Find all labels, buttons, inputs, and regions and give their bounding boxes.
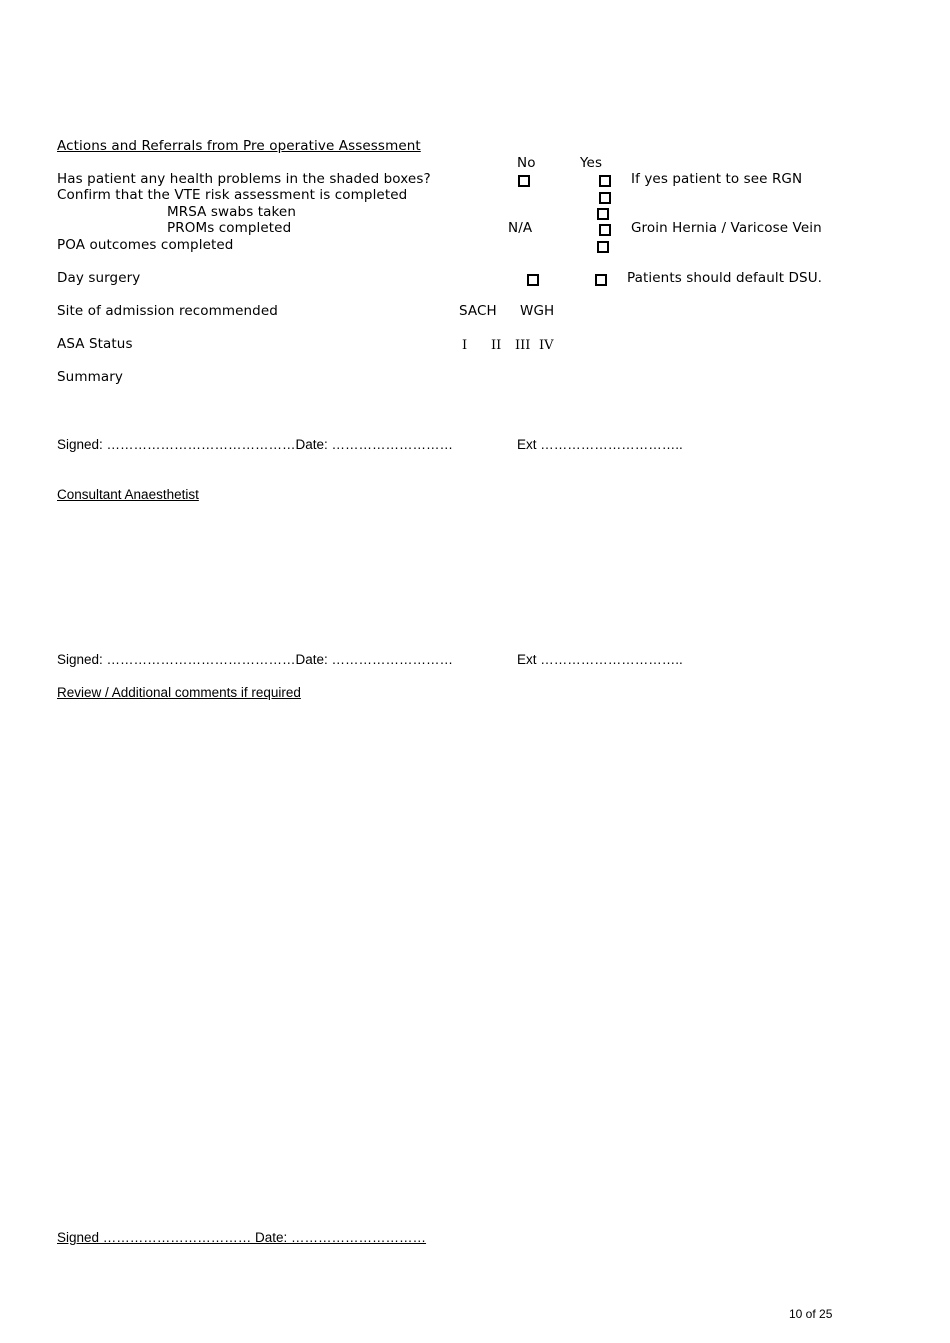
day-surgery-no-checkbox[interactable]	[527, 274, 539, 286]
col-header-yes: Yes	[580, 155, 603, 171]
question-proms: PROMs completed	[167, 220, 292, 236]
site-admission-label: Site of admission recommended	[57, 303, 278, 319]
health-note: If yes patient to see RGN	[631, 171, 803, 187]
proms-na-label: N/A	[508, 220, 533, 236]
asa-option-4[interactable]: IV	[539, 338, 554, 353]
ext-line-2[interactable]: Ext …………………………..	[517, 652, 683, 667]
ext-line-1[interactable]: Ext …………………………..	[517, 437, 683, 452]
asa-option-1[interactable]: I	[462, 338, 468, 353]
signed-date-line-1[interactable]: Signed: ……………………………………Date: ………………………	[57, 437, 454, 452]
col-header-no: No	[517, 155, 536, 171]
signed-date-line-2[interactable]: Signed: ……………………………………Date: ………………………	[57, 652, 454, 667]
final-signed-date-line[interactable]: Signed …………………………… Date: …………………………	[57, 1230, 427, 1245]
vte-yes-checkbox[interactable]	[599, 192, 611, 204]
review-comments-heading: Review / Additional comments if required	[57, 685, 301, 700]
question-poa: POA outcomes completed	[57, 237, 234, 253]
poa-yes-checkbox[interactable]	[597, 241, 609, 253]
asa-option-2[interactable]: II	[491, 338, 502, 353]
site-option-wgh[interactable]: WGH	[520, 303, 555, 319]
section-title: Actions and Referrals from Pre operative Assessment	[57, 138, 421, 154]
proms-yes-checkbox[interactable]	[599, 224, 611, 236]
health-yes-checkbox[interactable]	[599, 175, 611, 187]
day-surgery-yes-checkbox[interactable]	[595, 274, 607, 286]
page-number: 10 of 25	[789, 1307, 833, 1321]
asa-option-3[interactable]: III	[515, 338, 531, 353]
mrsa-yes-checkbox[interactable]	[597, 208, 609, 220]
question-day-surgery: Day surgery	[57, 270, 141, 286]
question-vte: Confirm that the VTE risk assessment is completed	[57, 187, 408, 203]
consultant-anaesthetist-heading: Consultant Anaesthetist	[57, 487, 199, 502]
asa-status-label: ASA Status	[57, 336, 133, 352]
day-surgery-note: Patients should default DSU.	[627, 270, 823, 286]
question-health-problems: Has patient any health problems in the shaded boxes?	[57, 171, 431, 187]
site-option-sach[interactable]: SACH	[459, 303, 497, 319]
proms-note: Groin Hernia / Varicose Vein	[631, 220, 822, 236]
question-mrsa: MRSA swabs taken	[167, 204, 296, 220]
summary-label: Summary	[57, 369, 123, 385]
health-no-checkbox[interactable]	[518, 175, 530, 187]
